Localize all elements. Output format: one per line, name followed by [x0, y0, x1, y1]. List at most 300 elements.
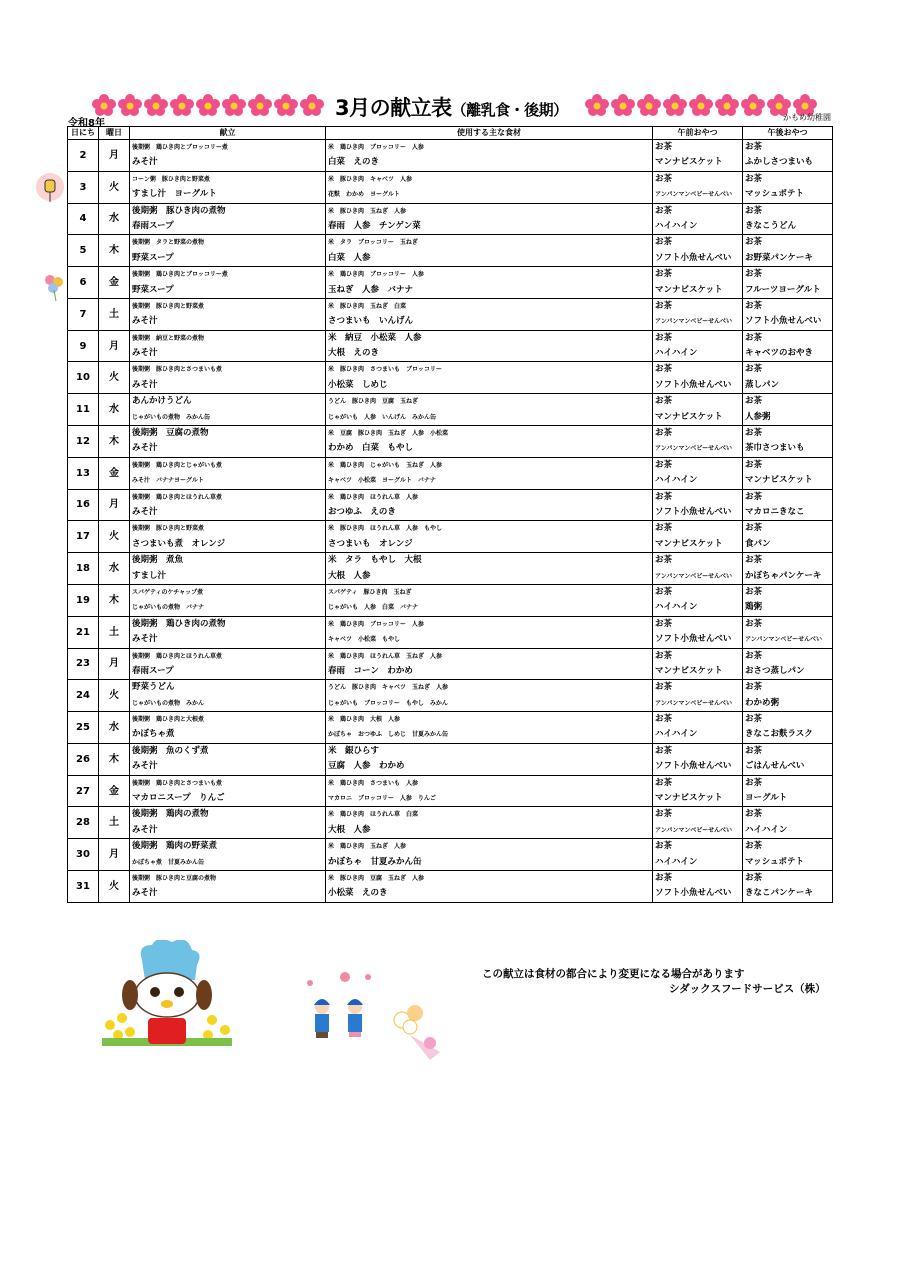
weekday-cell: 火: [99, 171, 130, 203]
am-snack-cell: [653, 616, 743, 648]
ingredients-cell: [326, 553, 653, 585]
ingredients-line: スパゲティ 豚ひき肉 玉ねぎ: [328, 588, 412, 596]
menu-cell: [130, 870, 326, 902]
menu-cell: [130, 553, 326, 585]
am-snack-cell: [653, 426, 743, 458]
col-header-menu: 献立: [130, 127, 326, 140]
menu-cell: [130, 394, 326, 426]
ingredients-cell: [326, 648, 653, 680]
am-snack-line: ハイハイン: [655, 602, 698, 613]
pm-snack-cell: [743, 616, 833, 648]
ingredients-line: 大根 人参: [328, 824, 371, 835]
page-title: [335, 92, 568, 122]
pm-snack-line: お茶: [745, 173, 763, 184]
menu-line: じゃがいもの煮物 みかん缶: [132, 413, 211, 421]
am-snack-line: アンパンマンベビーせんべい: [655, 191, 732, 199]
weekday-cell: 木: [99, 743, 130, 775]
pm-snack-line: お茶: [745, 364, 763, 375]
ingredients-line: 花麩 わかめ ヨーグルト: [328, 191, 400, 199]
table-row: [68, 839, 833, 871]
menu-line: コーン粥 豚ひき肉と野菜煮: [132, 175, 210, 183]
menu-line: 春雨スープ: [132, 665, 174, 676]
company-name: シダックスフードサービス（株）: [669, 983, 826, 995]
ingredients-line: 米 豚ひき肉 ほうれん草 人参 もやし: [328, 525, 443, 533]
am-snack-cell: [653, 489, 743, 521]
pm-snack-line: お茶: [745, 872, 763, 883]
weekday-cell: 土: [99, 298, 130, 330]
menu-cell: [130, 839, 326, 871]
menu-cell: [130, 648, 326, 680]
ingredients-cell: [326, 775, 653, 807]
weekday-cell: 月: [99, 839, 130, 871]
ingredients-line: 米 豚ひき肉 さつまいも ブロッコリー: [328, 366, 442, 374]
pm-snack-cell: [743, 553, 833, 585]
menu-cell: [130, 489, 326, 521]
ingredients-line: 小松菜 しめじ: [328, 379, 388, 390]
am-snack-cell: [653, 171, 743, 203]
am-snack-cell: [653, 330, 743, 362]
am-snack-line: お茶: [655, 364, 673, 375]
table-header-row: [68, 127, 833, 140]
ingredients-line: 米 タラ ブロッコリー 玉ねぎ: [328, 239, 418, 247]
pm-snack-line: お茶: [745, 396, 763, 407]
menu-line: 後期粥 魚のくず煮: [132, 745, 209, 756]
am-snack-line: マンナビスケット: [655, 284, 723, 295]
weekday-cell: 月: [99, 330, 130, 362]
date-cell: 9: [68, 330, 99, 362]
ingredients-line: マカロニ ブロッコリー 人参 りんご: [328, 795, 436, 803]
pm-snack-cell: [743, 171, 833, 203]
pm-snack-line: わかめ粥: [745, 697, 780, 708]
weekday-cell: 火: [99, 870, 130, 902]
ingredients-line: 米 豚ひき肉 玉ねぎ 人参: [328, 207, 407, 215]
ingredients-line: かぼちゃ おつゆふ しめじ 甘夏みかん缶: [328, 731, 448, 739]
menu-line: 後期粥 納豆と野菜の煮物: [132, 334, 205, 342]
date-cell: 6: [68, 267, 99, 299]
lantern-icon: [35, 172, 65, 204]
table-row: [68, 362, 833, 394]
menu-cell: [130, 235, 326, 267]
pm-snack-cell: [743, 267, 833, 299]
am-snack-line: お茶: [655, 142, 673, 152]
menu-line: みそ汁: [132, 824, 158, 835]
menu-line: さつまいも煮 オレンジ: [132, 538, 226, 549]
pm-snack-line: きなこパンケーキ: [745, 888, 813, 899]
menu-line: 野菜スープ: [132, 252, 174, 263]
am-snack-line: ハイハイン: [655, 348, 698, 359]
ingredients-line: 米 鶏ひき肉 じゃがいも 玉ねぎ 人参: [328, 461, 443, 469]
col-header-am-snack: 午前おやつ: [653, 127, 743, 140]
pm-snack-line: お茶: [745, 269, 763, 280]
table-row: [68, 457, 833, 489]
ingredients-line: じゃがいも ブロッコリー もやし みかん: [328, 699, 448, 707]
am-snack-line: お茶: [655, 682, 673, 693]
pm-snack-line: お茶: [745, 650, 763, 661]
ingredients-line: じゃがいも 人参 いんげん みかん缶: [328, 413, 437, 421]
ingredients-line: 米 豚ひき肉 キャベツ 人参: [328, 175, 413, 183]
menu-line: 後期粥 鶏肉の煮物: [132, 809, 209, 820]
am-snack-cell: [653, 870, 743, 902]
pm-snack-line: キャベツのおやき: [745, 348, 814, 359]
date-cell: 28: [68, 807, 99, 839]
ingredients-line: 玉ねぎ 人参 バナナ: [328, 284, 414, 295]
menu-cell: [130, 457, 326, 489]
ingredients-cell: [326, 298, 653, 330]
ingredients-line: わかめ 白菜 もやし: [328, 443, 414, 454]
am-snack-line: お茶: [655, 428, 673, 439]
menu-line: 後期粥 豚ひき肉とさつまいも煮: [132, 366, 223, 374]
menu-cell: [130, 521, 326, 553]
menu-cell: [130, 362, 326, 394]
ingredients-line: うどん 豚ひき肉 豆腐 玉ねぎ: [328, 398, 419, 406]
am-snack-cell: [653, 521, 743, 553]
am-snack-line: お茶: [655, 491, 673, 502]
date-cell: 2: [68, 140, 99, 172]
pm-snack-line: きなこうどん: [745, 220, 797, 231]
pm-snack-line: お茶: [745, 523, 763, 534]
am-snack-line: アンパンマンベビーせんべい: [655, 445, 732, 453]
date-cell: 7: [68, 298, 99, 330]
am-snack-line: ソフト小魚せんべい: [655, 761, 732, 772]
am-snack-cell: [653, 140, 743, 172]
ingredients-line: キャベツ 小松菜 もやし: [328, 636, 401, 644]
menu-line: 後期粥 豆腐の煮物: [132, 428, 209, 439]
pm-snack-line: ソフト小魚せんべい: [745, 316, 822, 327]
pm-snack-line: お茶: [745, 300, 763, 311]
pm-snack-line: かぼちゃパンケーキ: [745, 570, 822, 581]
menu-table: [67, 126, 833, 903]
am-snack-cell: [653, 553, 743, 585]
title-sub: （離乳食・後期）: [451, 101, 568, 119]
pm-snack-cell: [743, 743, 833, 775]
pm-snack-line: ヨーグルト: [745, 793, 788, 804]
am-snack-line: ハイハイン: [655, 729, 698, 740]
table-row: [68, 521, 833, 553]
table-row: [68, 489, 833, 521]
menu-line: みそ汁: [132, 634, 158, 645]
flower-icon: [300, 94, 324, 120]
date-cell: 19: [68, 584, 99, 616]
pm-snack-line: 食パン: [745, 538, 771, 549]
date-cell: 13: [68, 457, 99, 489]
menu-line: あんかけうどん: [132, 396, 192, 407]
ingredients-line: 米 鶏ひき肉 ほうれん草 玉ねぎ 人参: [328, 652, 443, 660]
am-snack-line: ハイハイン: [655, 856, 698, 867]
date-cell: 11: [68, 394, 99, 426]
menu-line: じゃがいもの煮物 バナナ: [132, 604, 205, 612]
school-name: かもめ幼稚園: [783, 113, 831, 122]
am-snack-line: お茶: [655, 841, 673, 852]
menu-line: 後期粥 タラと野菜の煮物: [132, 239, 205, 247]
menu-line: 後期粥 鶏ひき肉とほうれん草煮: [132, 652, 223, 660]
ingredients-line: 大根 人参: [328, 570, 371, 581]
menu-line: 後期粥 豚ひき肉と豆腐の煮物: [132, 874, 217, 882]
menu-line: 後期粥 鶏ひき肉とじゃがいも煮: [132, 461, 223, 469]
ingredients-line: さつまいも オレンジ: [328, 538, 413, 549]
date-cell: 24: [68, 680, 99, 712]
pm-snack-line: ごはんせんべい: [745, 761, 805, 772]
pm-snack-cell: [743, 775, 833, 807]
pm-snack-cell: [743, 394, 833, 426]
ingredients-line: うどん 豚ひき肉 キャベツ 玉ねぎ 人参: [328, 684, 449, 692]
am-snack-line: お茶: [655, 714, 673, 725]
pm-snack-line: 鶏粥: [745, 602, 763, 613]
pm-snack-cell: [743, 457, 833, 489]
am-snack-line: マンナビスケット: [655, 665, 723, 676]
pm-snack-line: おさつ蒸しパン: [745, 665, 805, 676]
am-snack-cell: [653, 775, 743, 807]
am-snack-line: マンナビスケット: [655, 538, 723, 549]
pm-snack-line: お茶: [745, 682, 763, 693]
menu-cell: [130, 203, 326, 235]
ingredients-line: おつゆふ えのき: [328, 506, 396, 517]
am-snack-line: マンナビスケット: [655, 157, 723, 168]
am-snack-line: お茶: [655, 237, 673, 248]
ingredients-cell: [326, 457, 653, 489]
menu-line: 後期粥 豚ひき肉の煮物: [132, 205, 226, 216]
weekday-cell: 水: [99, 553, 130, 585]
ingredients-cell: [326, 140, 653, 172]
menu-line: 野菜うどん: [132, 682, 175, 693]
ingredients-cell: [326, 235, 653, 267]
menu-line: みそ汁: [132, 443, 158, 454]
pm-snack-line: お茶: [745, 777, 763, 788]
weekday-cell: 木: [99, 584, 130, 616]
pm-snack-line: 茶巾さつまいも: [745, 443, 805, 454]
menu-cell: [130, 140, 326, 172]
col-header-date: 日にち: [68, 127, 99, 140]
ingredients-line: 米 豚ひき肉 豆腐 玉ねぎ 人参: [328, 874, 425, 882]
menu-cell: [130, 680, 326, 712]
ingredients-cell: [326, 839, 653, 871]
menu-line: みそ汁: [132, 379, 158, 390]
pm-snack-cell: [743, 298, 833, 330]
date-cell: 17: [68, 521, 99, 553]
pm-snack-line: お茶: [745, 555, 763, 566]
flower-icon: [118, 94, 142, 120]
pm-snack-line: お茶: [745, 841, 763, 852]
ingredients-cell: [326, 870, 653, 902]
col-header-ingredients: 使用する主な食材: [326, 127, 653, 140]
am-snack-line: お茶: [655, 205, 673, 216]
date-cell: 23: [68, 648, 99, 680]
ingredients-line: 米 豚ひき肉 玉ねぎ 白菜: [328, 302, 407, 310]
ingredients-line: 米 鶏ひき肉 ブロッコリー 人参: [328, 144, 424, 151]
date-cell: 3: [68, 171, 99, 203]
weekday-cell: 木: [99, 235, 130, 267]
am-snack-cell: [653, 712, 743, 744]
am-snack-cell: [653, 807, 743, 839]
ingredients-cell: [326, 394, 653, 426]
pm-snack-line: きなこお麩ラスク: [745, 729, 813, 740]
ingredients-line: 米 鶏ひき肉 さつまいも 人参: [328, 779, 419, 787]
pm-snack-line: ハイハイン: [745, 824, 788, 835]
date-cell: 5: [68, 235, 99, 267]
menu-cell: [130, 171, 326, 203]
am-snack-line: お茶: [655, 459, 673, 470]
menu-line: みそ汁: [132, 157, 158, 168]
flower-icon: [248, 94, 272, 120]
pm-snack-line: ふかしさつまいも: [745, 157, 814, 168]
date-cell: 27: [68, 775, 99, 807]
date-cell: 25: [68, 712, 99, 744]
ingredients-cell: [326, 584, 653, 616]
am-snack-cell: [653, 235, 743, 267]
flower-icon: [611, 94, 635, 120]
ingredients-line: 米 銀ひらす: [328, 745, 380, 756]
am-snack-cell: [653, 394, 743, 426]
ingredients-line: 米 鶏ひき肉 玉ねぎ 人参: [328, 843, 407, 851]
menu-line: 後期粥 豚ひき肉と野菜煮: [132, 302, 205, 310]
am-snack-cell: [653, 839, 743, 871]
pm-snack-cell: [743, 807, 833, 839]
menu-line: みそ汁: [132, 888, 158, 899]
am-snack-line: ソフト小魚せんべい: [655, 379, 732, 390]
weekday-cell: 月: [99, 140, 130, 172]
am-snack-line: アンパンマンベビーせんべい: [655, 318, 732, 326]
pm-snack-line: お茶: [745, 618, 763, 629]
weekday-cell: 金: [99, 457, 130, 489]
am-snack-line: マンナビスケット: [655, 411, 723, 422]
pm-snack-cell: [743, 330, 833, 362]
table-row: [68, 775, 833, 807]
pm-snack-cell: [743, 584, 833, 616]
pm-snack-cell: [743, 839, 833, 871]
table-row: [68, 267, 833, 299]
flower-decoration-left: [92, 94, 324, 120]
pm-snack-line: マカロニきなこ: [745, 506, 805, 517]
pm-snack-cell: [743, 712, 833, 744]
menu-line: スパゲティのケチャップ煮: [132, 588, 204, 596]
ingredients-line: 米 鶏ひき肉 ブロッコリー 人参: [328, 620, 424, 628]
menu-line: じゃがいもの煮物 みかん: [132, 699, 205, 707]
title-main: 3月の献立表: [335, 96, 452, 120]
table-row: [68, 330, 833, 362]
flower-icon: [144, 94, 168, 120]
pm-snack-cell: [743, 648, 833, 680]
weekday-cell: 水: [99, 712, 130, 744]
ingredients-cell: [326, 807, 653, 839]
menu-line: かぼちゃ煮 甘夏みかん缶: [132, 858, 205, 866]
pm-snack-cell: [743, 680, 833, 712]
weekday-cell: 火: [99, 362, 130, 394]
ingredients-line: さつまいも いんげん: [328, 316, 414, 327]
date-cell: 10: [68, 362, 99, 394]
table-row: [68, 712, 833, 744]
flower-icon: [274, 94, 298, 120]
weekday-cell: 月: [99, 489, 130, 521]
era-year: 令和8年: [68, 118, 105, 129]
menu-line: 後期粥 鶏ひき肉の煮物: [132, 618, 226, 629]
table-row: [68, 203, 833, 235]
pm-snack-line: アンパンマンベビーせんべい: [745, 636, 822, 644]
chef-dog-illustration: [100, 940, 235, 1052]
am-snack-line: お茶: [655, 777, 673, 788]
am-snack-line: アンパンマンベビーせんべい: [655, 826, 732, 834]
date-cell: 31: [68, 870, 99, 902]
weekday-cell: 火: [99, 680, 130, 712]
table-row: [68, 870, 833, 902]
ingredients-cell: [326, 171, 653, 203]
ingredients-line: 米 鶏ひき肉 大根 人参: [328, 716, 401, 724]
am-snack-line: アンパンマンベビーせんべい: [655, 572, 732, 580]
menu-line: みそ汁 バナナヨーグルト: [132, 477, 204, 485]
menu-cell: [130, 330, 326, 362]
table-row: [68, 584, 833, 616]
date-cell: 12: [68, 426, 99, 458]
pm-snack-cell: [743, 489, 833, 521]
date-cell: 30: [68, 839, 99, 871]
am-snack-cell: [653, 362, 743, 394]
menu-cell: [130, 426, 326, 458]
pm-snack-line: お茶: [745, 745, 763, 756]
pm-snack-cell: [743, 426, 833, 458]
flower-icon: [196, 94, 220, 120]
table-row: [68, 616, 833, 648]
menu-cell: [130, 267, 326, 299]
am-snack-cell: [653, 457, 743, 489]
am-snack-line: お茶: [655, 586, 673, 597]
table-row: [68, 680, 833, 712]
pm-snack-cell: [743, 870, 833, 902]
pm-snack-line: お茶: [745, 332, 763, 343]
ingredients-cell: [326, 489, 653, 521]
table-row: [68, 298, 833, 330]
weekday-cell: 水: [99, 394, 130, 426]
am-snack-line: お茶: [655, 396, 673, 407]
am-snack-line: お茶: [655, 300, 673, 311]
pm-snack-line: お茶: [745, 586, 763, 597]
col-header-pm-snack: 午後おやつ: [743, 127, 833, 140]
pm-snack-cell: [743, 140, 833, 172]
table-row: [68, 171, 833, 203]
pm-snack-line: お茶: [745, 491, 763, 502]
weekday-cell: 木: [99, 426, 130, 458]
am-snack-line: お茶: [655, 618, 673, 629]
col-header-weekday: 曜日: [99, 127, 130, 140]
table-row: [68, 743, 833, 775]
am-snack-line: アンパンマンベビーせんべい: [655, 699, 732, 707]
am-snack-line: ソフト小魚せんべい: [655, 888, 732, 899]
change-notice: この献立は食材の都合により変更になる場合があります: [482, 968, 745, 980]
am-snack-line: お茶: [655, 173, 673, 184]
date-cell: 18: [68, 553, 99, 585]
date-cell: 26: [68, 743, 99, 775]
menu-cell: [130, 712, 326, 744]
ingredients-line: 米 鶏ひき肉 ほうれん草 白菜: [328, 811, 419, 819]
pm-snack-line: お茶: [745, 428, 763, 439]
table-row: [68, 553, 833, 585]
am-snack-cell: [653, 267, 743, 299]
menu-line: 後期粥 鶏ひき肉とほうれん草煮: [132, 493, 223, 501]
flower-icon: [170, 94, 194, 120]
am-snack-line: お茶: [655, 809, 673, 820]
pm-snack-line: お茶: [745, 142, 763, 152]
table-row: [68, 807, 833, 839]
menu-line: みそ汁: [132, 506, 158, 517]
menu-line: 後期粥 煮魚: [132, 555, 184, 566]
ingredients-line: 豆腐 人参 わかめ: [328, 761, 405, 772]
table-row: [68, 426, 833, 458]
am-snack-line: お茶: [655, 523, 673, 534]
ingredients-line: 大根 えのき: [328, 348, 380, 359]
flower-icon: [715, 94, 739, 120]
ingredients-line: キャベツ 小松菜 ヨーグルト バナナ: [328, 477, 436, 485]
menu-cell: [130, 807, 326, 839]
date-cell: 16: [68, 489, 99, 521]
flower-icon: [663, 94, 687, 120]
ingredients-cell: [326, 680, 653, 712]
